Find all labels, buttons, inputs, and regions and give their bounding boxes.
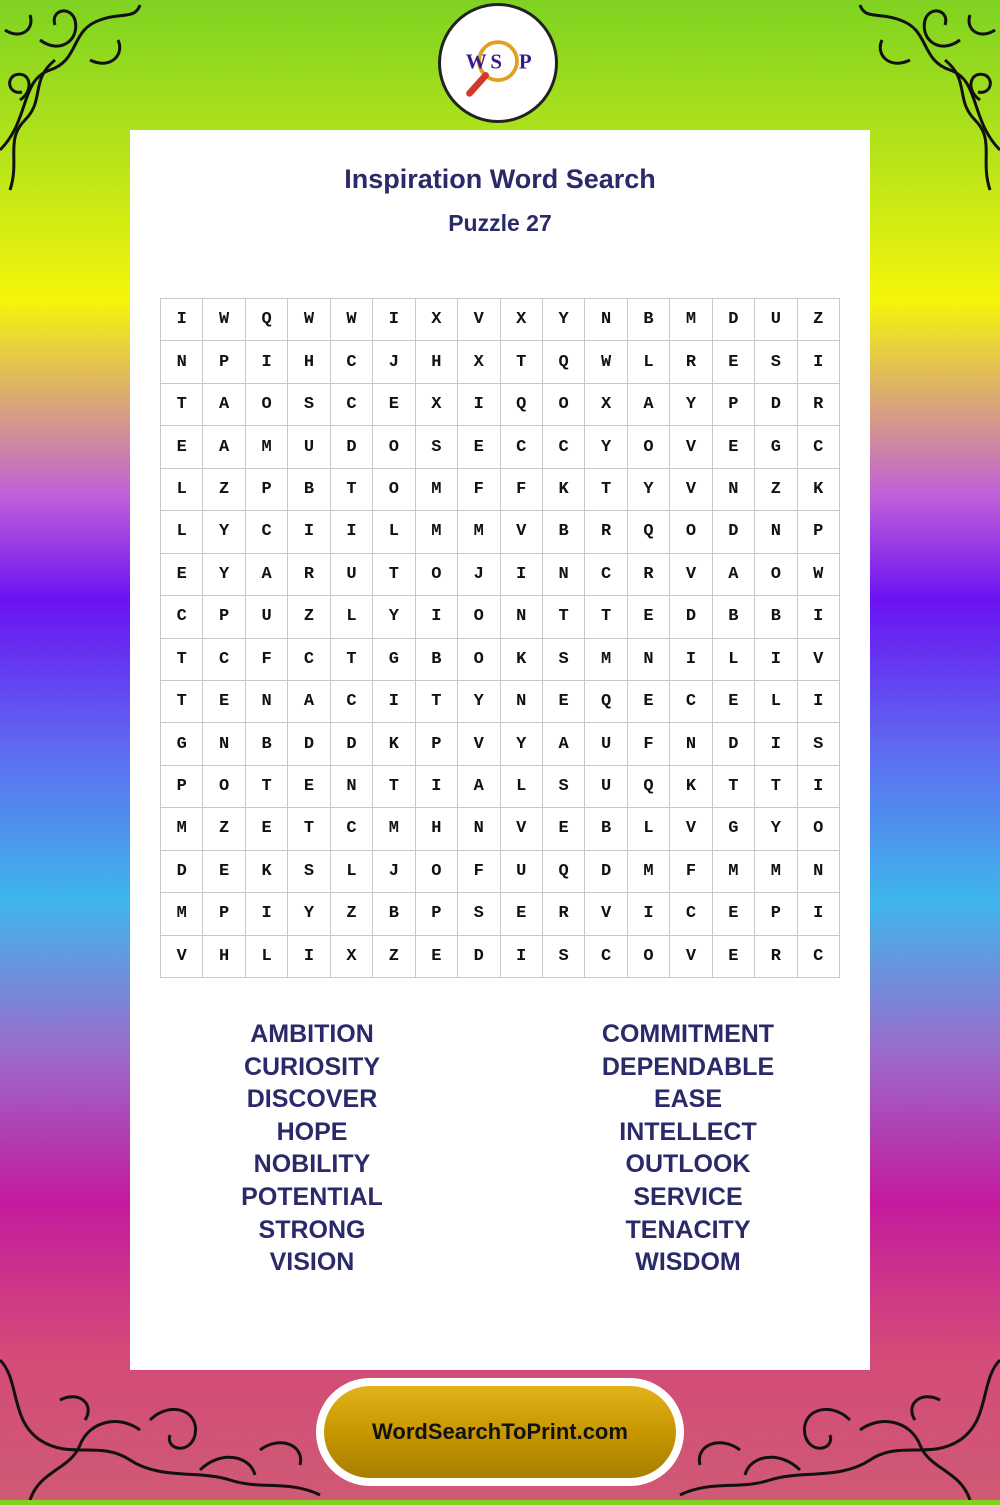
grid-cell[interactable]: U [585, 766, 627, 808]
grid-cell[interactable]: T [331, 639, 373, 681]
grid-cell[interactable]: F [628, 723, 670, 765]
grid-cell[interactable]: X [416, 384, 458, 426]
grid-cell[interactable]: U [288, 426, 330, 468]
grid-cell[interactable]: D [458, 936, 500, 978]
grid-cell[interactable]: S [288, 384, 330, 426]
word-list-item: EASE [653, 1085, 723, 1114]
grid-cell[interactable]: C [161, 596, 203, 638]
grid-cell[interactable]: C [288, 639, 330, 681]
grid-cell[interactable]: F [501, 469, 543, 511]
grid-cell[interactable]: N [755, 511, 797, 553]
grid-cell[interactable]: Q [628, 766, 670, 808]
grid-cell[interactable]: I [798, 596, 840, 638]
grid-cell[interactable]: W [288, 299, 330, 341]
grid-cell[interactable]: N [628, 639, 670, 681]
grid-cell[interactable]: P [416, 723, 458, 765]
grid-cell[interactable]: E [161, 554, 203, 596]
grid-cell[interactable]: B [585, 808, 627, 850]
grid-cell[interactable]: T [373, 766, 415, 808]
grid-cell[interactable]: E [713, 681, 755, 723]
grid-cell[interactable]: S [288, 851, 330, 893]
grid-cell[interactable]: E [713, 893, 755, 935]
grid-cell[interactable]: R [755, 936, 797, 978]
logo-letter-w: W [465, 49, 487, 74]
grid-cell[interactable]: D [161, 851, 203, 893]
grid-cell[interactable]: U [585, 723, 627, 765]
grid-cell[interactable]: N [713, 469, 755, 511]
grid-cell[interactable]: M [416, 469, 458, 511]
grid-cell[interactable]: T [161, 639, 203, 681]
grid-cell[interactable]: M [713, 851, 755, 893]
word-list-item: TENACITY [625, 1215, 751, 1244]
grid-cell[interactable]: I [373, 299, 415, 341]
grid-cell[interactable]: I [798, 341, 840, 383]
grid-cell[interactable]: Y [670, 384, 712, 426]
grid-cell[interactable]: J [373, 851, 415, 893]
grid-cell[interactable]: U [246, 596, 288, 638]
grid-cell[interactable]: J [458, 554, 500, 596]
word-list-item: WISDOM [635, 1248, 741, 1277]
grid-cell[interactable]: T [331, 469, 373, 511]
word-list-item: VISION [269, 1248, 355, 1277]
grid-cell[interactable]: I [798, 893, 840, 935]
grid-cell[interactable]: N [543, 554, 585, 596]
grid-cell[interactable]: L [246, 936, 288, 978]
word-list-item: DEPENDABLE [601, 1052, 775, 1081]
grid-cell[interactable]: A [713, 554, 755, 596]
grid-cell[interactable]: V [798, 639, 840, 681]
grid-cell[interactable]: K [373, 723, 415, 765]
grid-cell[interactable]: T [501, 341, 543, 383]
grid-cell[interactable]: C [543, 426, 585, 468]
grid-cell[interactable]: L [755, 681, 797, 723]
grid-cell[interactable]: F [458, 469, 500, 511]
puzzle-title: Inspiration Word Search [344, 164, 656, 194]
grid-cell[interactable]: N [458, 808, 500, 850]
grid-cell[interactable]: L [161, 469, 203, 511]
grid-cell[interactable]: P [203, 596, 245, 638]
grid-cell[interactable]: F [458, 851, 500, 893]
grid-cell[interactable]: T [288, 808, 330, 850]
grid-cell[interactable]: D [331, 426, 373, 468]
grid-cell[interactable]: O [203, 766, 245, 808]
grid-cell[interactable]: W [331, 299, 373, 341]
grid-cell[interactable]: S [755, 341, 797, 383]
grid-cell[interactable]: Y [585, 426, 627, 468]
grid-cell[interactable]: E [161, 426, 203, 468]
site-link-button[interactable] [316, 1378, 684, 1486]
grid-cell[interactable]: D [755, 384, 797, 426]
grid-cell[interactable]: L [501, 766, 543, 808]
grid-cell[interactable]: I [161, 299, 203, 341]
grid-cell[interactable]: C [331, 808, 373, 850]
grid-cell[interactable]: R [543, 893, 585, 935]
grid-cell[interactable]: A [288, 681, 330, 723]
grid-cell[interactable]: N [246, 681, 288, 723]
grid-cell[interactable]: B [373, 893, 415, 935]
grid-cell[interactable]: O [798, 808, 840, 850]
grid-cell[interactable]: S [543, 639, 585, 681]
grid-cell[interactable]: Y [543, 299, 585, 341]
grid-cell[interactable]: I [755, 639, 797, 681]
grid-cell[interactable]: M [755, 851, 797, 893]
grid-cell[interactable]: Z [798, 299, 840, 341]
grid-cell[interactable]: S [798, 723, 840, 765]
grid-cell[interactable]: T [373, 554, 415, 596]
grid-cell[interactable]: Z [288, 596, 330, 638]
grid-cell[interactable]: I [501, 554, 543, 596]
grid-cell[interactable]: L [373, 511, 415, 553]
grid-cell[interactable]: B [628, 299, 670, 341]
grid-cell[interactable]: X [331, 936, 373, 978]
grid-cell[interactable]: M [416, 511, 458, 553]
grid-cell[interactable]: P [416, 893, 458, 935]
grid-cell[interactable]: V [501, 511, 543, 553]
grid-cell[interactable]: U [501, 851, 543, 893]
grid-cell[interactable]: B [246, 723, 288, 765]
grid-cell[interactable]: A [246, 554, 288, 596]
grid-cell[interactable]: P [713, 384, 755, 426]
grid-cell[interactable]: N [203, 723, 245, 765]
grid-cell[interactable]: C [585, 936, 627, 978]
grid-cell[interactable]: I [331, 511, 373, 553]
grid-cell[interactable]: J [373, 341, 415, 383]
grid-cell[interactable]: Y [755, 808, 797, 850]
grid-cell[interactable]: C [670, 893, 712, 935]
grid-cell[interactable]: O [628, 936, 670, 978]
grid-cell[interactable]: P [203, 341, 245, 383]
site-link-label: WordSearchToPrint.com [324, 1386, 676, 1478]
grid-cell[interactable]: E [203, 681, 245, 723]
grid-cell[interactable]: P [246, 469, 288, 511]
grid-cell[interactable]: D [331, 723, 373, 765]
grid-cell[interactable]: P [798, 511, 840, 553]
grid-cell[interactable]: O [755, 554, 797, 596]
grid-cell[interactable]: U [755, 299, 797, 341]
grid-cell[interactable]: D [288, 723, 330, 765]
grid-cell[interactable]: E [288, 766, 330, 808]
grid-cell[interactable]: I [628, 893, 670, 935]
grid-cell[interactable]: G [713, 808, 755, 850]
grid-cell[interactable]: M [628, 851, 670, 893]
word-list-item: SERVICE [633, 1182, 743, 1211]
word-list-item: HOPE [276, 1117, 348, 1146]
grid-cell[interactable]: X [416, 299, 458, 341]
grid-cell[interactable]: O [458, 596, 500, 638]
word-list-item: DISCOVER [246, 1085, 378, 1114]
grid-cell[interactable]: V [458, 299, 500, 341]
grid-cell[interactable]: R [670, 341, 712, 383]
grid-cell[interactable]: I [458, 384, 500, 426]
grid-cell[interactable]: O [628, 426, 670, 468]
grid-cell[interactable]: C [331, 681, 373, 723]
word-list-item: NOBILITY [253, 1150, 371, 1179]
grid-cell[interactable]: C [798, 426, 840, 468]
letter-grid [160, 298, 840, 978]
grid-cell[interactable]: B [755, 596, 797, 638]
grid-cell[interactable]: R [798, 384, 840, 426]
grid-cell[interactable]: S [543, 766, 585, 808]
grid-cell[interactable]: Y [203, 511, 245, 553]
grid-cell[interactable]: W [585, 341, 627, 383]
grid-cell[interactable]: Q [628, 511, 670, 553]
grid-cell[interactable]: R [585, 511, 627, 553]
grid-cell[interactable]: I [246, 341, 288, 383]
grid-cell[interactable]: M [373, 808, 415, 850]
grid-cell[interactable]: E [543, 808, 585, 850]
word-list-right [538, 1018, 838, 1279]
grid-cell[interactable]: O [373, 426, 415, 468]
grid-cell[interactable]: Z [373, 936, 415, 978]
grid-cell[interactable]: Y [203, 554, 245, 596]
grid-cell[interactable]: O [373, 469, 415, 511]
grid-cell[interactable]: Y [373, 596, 415, 638]
grid-cell[interactable]: B [416, 639, 458, 681]
grid-cell[interactable]: C [203, 639, 245, 681]
grid-cell[interactable]: R [288, 554, 330, 596]
grid-cell[interactable]: A [203, 384, 245, 426]
grid-cell[interactable]: D [713, 723, 755, 765]
grid-cell[interactable]: Q [543, 341, 585, 383]
grid-cell[interactable]: O [416, 851, 458, 893]
grid-cell[interactable]: S [416, 426, 458, 468]
grid-cell[interactable]: I [288, 511, 330, 553]
grid-cell[interactable]: N [331, 766, 373, 808]
grid-cell[interactable]: K [543, 469, 585, 511]
grid-cell[interactable]: A [628, 384, 670, 426]
grid-cell[interactable]: B [288, 469, 330, 511]
grid-cell[interactable]: H [416, 808, 458, 850]
grid-cell[interactable]: E [713, 936, 755, 978]
grid-cell[interactable]: I [246, 893, 288, 935]
grid-cell[interactable]: N [501, 596, 543, 638]
grid-cell[interactable]: V [670, 936, 712, 978]
grid-cell[interactable]: I [798, 766, 840, 808]
wsp-logo [438, 3, 558, 123]
grid-cell[interactable]: O [543, 384, 585, 426]
grid-cell[interactable]: I [373, 681, 415, 723]
grid-cell[interactable]: E [713, 426, 755, 468]
grid-cell[interactable]: N [585, 299, 627, 341]
grid-cell[interactable]: E [416, 936, 458, 978]
grid-cell[interactable]: V [585, 893, 627, 935]
grid-cell[interactable]: T [161, 384, 203, 426]
grid-cell[interactable]: E [246, 808, 288, 850]
grid-cell[interactable]: F [670, 851, 712, 893]
grid-cell[interactable]: O [670, 511, 712, 553]
grid-cell[interactable]: X [458, 341, 500, 383]
grid-cell[interactable]: V [670, 469, 712, 511]
grid-cell[interactable]: E [203, 851, 245, 893]
grid-cell[interactable]: Q [501, 384, 543, 426]
grid-cell[interactable]: E [373, 384, 415, 426]
grid-cell[interactable]: T [585, 596, 627, 638]
grid-cell[interactable]: S [543, 936, 585, 978]
grid-cell[interactable]: D [585, 851, 627, 893]
grid-cell[interactable]: A [543, 723, 585, 765]
grid-cell[interactable]: I [416, 596, 458, 638]
word-list-left [162, 1018, 462, 1279]
grid-cell[interactable]: N [501, 681, 543, 723]
word-list-item: AMBITION [250, 1020, 374, 1048]
grid-cell[interactable]: B [543, 511, 585, 553]
grid-cell[interactable]: Y [458, 681, 500, 723]
grid-cell[interactable]: T [161, 681, 203, 723]
grid-cell[interactable]: Q [246, 299, 288, 341]
grid-cell[interactable]: V [161, 936, 203, 978]
grid-cell[interactable]: T [713, 766, 755, 808]
word-list-item: INTELLECT [619, 1117, 757, 1146]
grid-cell[interactable]: W [203, 299, 245, 341]
grid-cell[interactable]: K [501, 639, 543, 681]
grid-cell[interactable]: V [670, 554, 712, 596]
grid-cell[interactable]: D [713, 511, 755, 553]
grid-cell[interactable]: L [331, 851, 373, 893]
grid-cell[interactable]: C [670, 681, 712, 723]
grid-cell[interactable]: I [755, 723, 797, 765]
grid-cell[interactable]: I [670, 639, 712, 681]
grid-cell[interactable]: C [331, 341, 373, 383]
grid-cell[interactable]: T [246, 766, 288, 808]
grid-cell[interactable]: T [585, 469, 627, 511]
logo-letter-p: P [518, 49, 532, 74]
grid-cell[interactable]: E [543, 681, 585, 723]
grid-cell[interactable]: V [670, 426, 712, 468]
grid-cell[interactable]: E [628, 596, 670, 638]
grid-cell[interactable]: P [161, 766, 203, 808]
grid-cell[interactable]: C [798, 936, 840, 978]
grid-cell[interactable]: E [628, 681, 670, 723]
grid-cell[interactable]: Z [203, 808, 245, 850]
grid-cell[interactable]: M [458, 511, 500, 553]
grid-cell[interactable]: L [628, 808, 670, 850]
grid-cell[interactable]: E [713, 341, 755, 383]
grid-cell[interactable]: Z [755, 469, 797, 511]
grid-cell[interactable]: G [755, 426, 797, 468]
grid-cell[interactable]: O [416, 554, 458, 596]
grid-cell[interactable]: Q [585, 681, 627, 723]
grid-cell[interactable]: C [585, 554, 627, 596]
grid-cell[interactable]: L [331, 596, 373, 638]
grid-cell[interactable]: V [501, 808, 543, 850]
grid-cell[interactable]: H [288, 341, 330, 383]
grid-cell[interactable]: M [161, 808, 203, 850]
grid-cell[interactable]: X [501, 299, 543, 341]
puzzle-card [130, 130, 870, 1370]
grid-cell[interactable]: G [373, 639, 415, 681]
grid-cell[interactable]: I [501, 936, 543, 978]
grid-cell[interactable]: C [501, 426, 543, 468]
grid-cell[interactable]: F [246, 639, 288, 681]
grid-cell[interactable]: Y [628, 469, 670, 511]
grid-cell[interactable]: O [246, 384, 288, 426]
grid-cell[interactable]: T [416, 681, 458, 723]
grid-cell[interactable]: H [416, 341, 458, 383]
grid-cell[interactable]: C [331, 384, 373, 426]
grid-cell[interactable]: W [798, 554, 840, 596]
grid-cell[interactable]: L [628, 341, 670, 383]
grid-cell[interactable]: L [161, 511, 203, 553]
grid-cell[interactable]: Z [331, 893, 373, 935]
grid-cell[interactable]: K [246, 851, 288, 893]
grid-cell[interactable]: Q [543, 851, 585, 893]
grid-cell[interactable]: M [161, 893, 203, 935]
grid-cell[interactable]: A [458, 766, 500, 808]
puzzle-subtitle: Puzzle 27 [448, 210, 552, 236]
grid-cell[interactable]: E [458, 426, 500, 468]
grid-cell[interactable]: B [713, 596, 755, 638]
grid-cell[interactable]: M [670, 299, 712, 341]
grid-cell[interactable]: D [713, 299, 755, 341]
grid-cell[interactable]: R [628, 554, 670, 596]
word-list-item: CURIOSITY [243, 1052, 381, 1081]
grid-cell[interactable]: V [670, 808, 712, 850]
grid-cell[interactable]: I [288, 936, 330, 978]
grid-cell[interactable]: P [203, 893, 245, 935]
grid-cell[interactable]: V [458, 723, 500, 765]
grid-cell[interactable]: I [416, 766, 458, 808]
corner-ornament-top-right [850, 0, 1000, 200]
grid-cell[interactable]: K [670, 766, 712, 808]
grid-cell[interactable]: T [543, 596, 585, 638]
grid-cell[interactable]: X [585, 384, 627, 426]
corner-ornament-top-left [0, 0, 150, 200]
grid-cell[interactable]: P [755, 893, 797, 935]
word-list-item: STRONG [258, 1215, 366, 1244]
word-list-item: POTENTIAL [241, 1182, 383, 1211]
grid-cell[interactable]: M [585, 639, 627, 681]
grid-cell[interactable]: Z [203, 469, 245, 511]
word-list-item: OUTLOOK [625, 1150, 751, 1179]
grid-cell[interactable]: E [501, 893, 543, 935]
grid-cell[interactable]: M [246, 426, 288, 468]
grid-cell[interactable]: H [203, 936, 245, 978]
grid-cell[interactable]: C [246, 511, 288, 553]
grid-cell[interactable]: K [798, 469, 840, 511]
grid-cell[interactable]: T [755, 766, 797, 808]
grid-cell[interactable]: L [713, 639, 755, 681]
grid-cell[interactable]: I [798, 681, 840, 723]
grid-cell[interactable]: G [161, 723, 203, 765]
grid-cell[interactable]: O [458, 639, 500, 681]
grid-cell[interactable]: A [203, 426, 245, 468]
grid-cell[interactable]: N [798, 851, 840, 893]
logo-letter-s: S [490, 49, 503, 74]
grid-cell[interactable]: Y [501, 723, 543, 765]
grid-cell[interactable]: N [670, 723, 712, 765]
grid-cell[interactable]: S [458, 893, 500, 935]
grid-cell[interactable]: N [161, 341, 203, 383]
grid-cell[interactable]: U [331, 554, 373, 596]
word-list-item: COMMITMENT [601, 1020, 775, 1048]
grid-cell[interactable]: D [670, 596, 712, 638]
grid-cell[interactable]: Y [288, 893, 330, 935]
